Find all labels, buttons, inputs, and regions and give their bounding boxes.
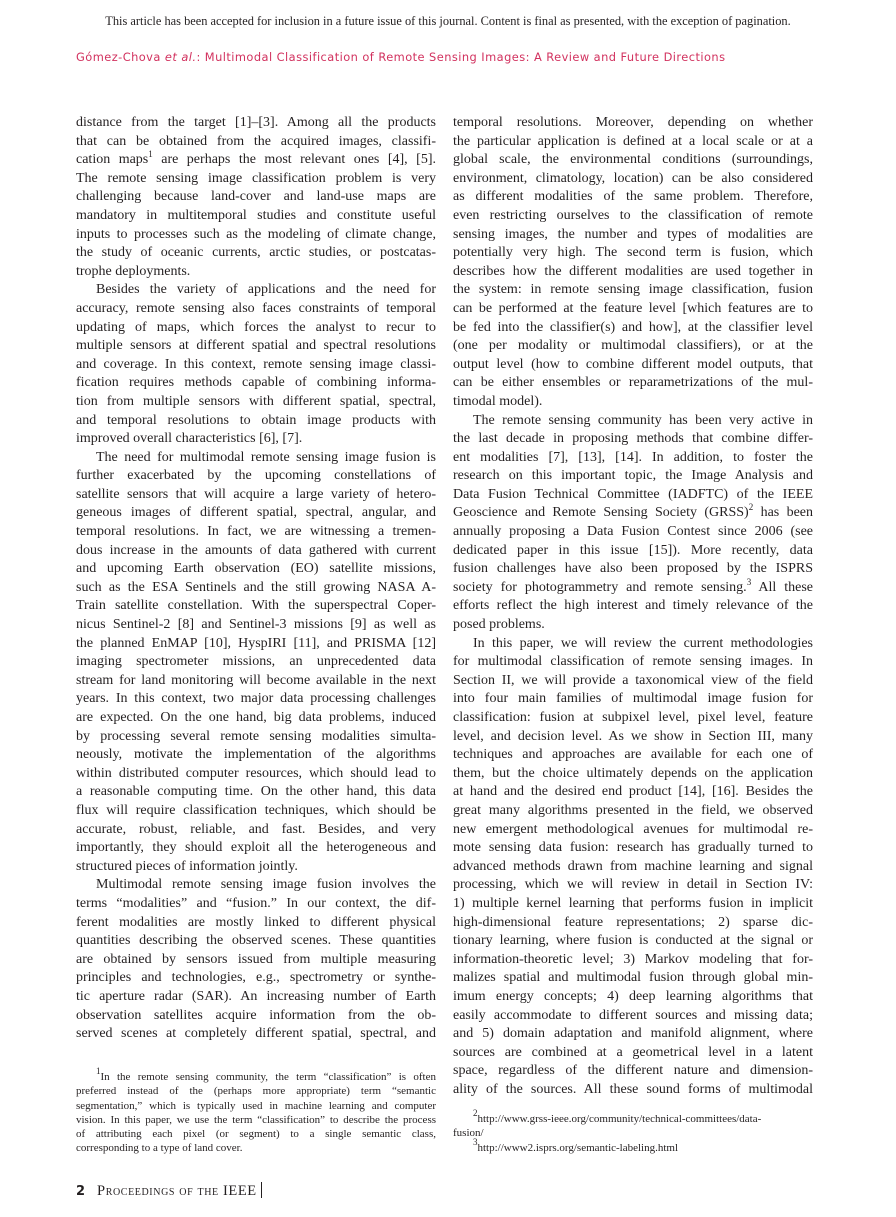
text-line: further exacerbated by the upcoming constellations of [76,468,436,484]
page-footer [76,1182,262,1200]
text-line: output level (how to combine different model outputs, that [453,356,813,372]
text-line: vision. In this paper, we use the term “classification” to describe the process [76,1113,436,1126]
text-line: can be either ensembles or reparametrizations of the mul- [453,375,813,391]
text-line: satellite sensors that will acquire a large variety of hetero- [76,486,436,502]
line-text: has been [753,505,814,521]
line-text: http://www2.isprs.org/semantic-labeling.html [477,1141,679,1154]
text-line: and coverage. In this context, remote sensing image classi- [76,356,436,372]
text-line: at hand and the desired end product [14], [16]. Besides the [453,784,813,800]
line-text: http://www.grss-ieee.org/community/technical-committees/data- [477,1113,762,1125]
text-line: potentially very high. The second term is fusion, which [453,245,813,261]
text-line: accuracy, remote sensing also faces constraints of temporal [76,300,436,316]
text-line: even restricting ourselves to the classification of remote [453,207,813,223]
text-line: stream for land monitoring will become available in the next [76,672,436,688]
journal-name: Proceedings of the IEEE [97,1183,257,1199]
text-line: years. In this context, two major data processing challenges [76,691,436,707]
acceptance-notice: This article has been accepted for inclusion in a future issue of this journal. Content is final as presented, with the exception of pagination. [105,14,791,28]
text-line: temporal resolutions. Moreover, depending on whether [453,115,813,130]
footnote-marker: 3 [473,1136,478,1147]
text-line: Data Fusion Technical Committee (IADFTC) of the IEEE [453,486,813,502]
running-head [76,50,725,64]
text-line: updating of maps, which forces the analyst to recur to [76,319,436,335]
text-line: level, and decision level. As we show in Section III, many [453,728,813,744]
paragraph [76,281,436,448]
text-line: timodal model). [453,393,543,409]
text-line: as different modalities of the same problem. Therefore, [453,189,813,205]
text-line: segmentation,” which is typically used in machine learning and computer [76,1099,436,1112]
page-number: 2 [76,1184,86,1199]
footnote-marker: 1 [96,1066,101,1076]
text-line: improved overall characteristics [6], [7]. [76,431,303,447]
text-line: space, regardless of the different nature and dimension- [453,1063,813,1079]
line-text: society for photogrammetry and remote sensing. [453,579,747,595]
text-line: multiple sensors at different spatial and spectral resolutions [76,338,436,354]
paragraph [76,876,436,1043]
text-line: such as the ESA Sentinels and the still growing NASA A- [76,579,436,595]
text-line: corresponding to a type of land cover. [76,1142,243,1155]
text-line: imum energy concepts; 4) deep learning algorithms that [453,988,813,1004]
text-line [453,1136,813,1155]
text-line: mote sensing data fusion: research has gradually turned to [453,840,813,856]
line-text: cation maps [76,152,149,168]
footnote-marker: 1 [148,149,153,160]
text-line: classification: fusion at subpixel level, pixel level, feature [453,710,813,725]
text-line: ferent modalities are mostly linked to different physical [76,914,436,930]
paragraph [76,449,436,877]
text-line: accurate, robust, reliable, and fast. Besides, and very [76,821,436,837]
footnotes-left [76,1066,436,1156]
text-line: within distributed computer resources, which should lead to [76,765,436,781]
paragraph [453,114,813,412]
text-line: describes how the different modalities are used together in [453,263,813,279]
footnotes-right [453,1108,813,1155]
text-line: of attributing each pixel (or segment) to a single semantic class, [76,1128,436,1141]
text-line: fusion challenges have also been proposed by the ISPRS [453,561,813,577]
text-line: the study of oceanic currents, arctic studies, or postcatas- [76,245,436,261]
text-line: easily accommodate to different sources and missing data; [453,1007,813,1023]
text-line: the system: in remote sensing image classification, fusion [453,282,813,298]
text-line: principles and technologies, e.g., spectrometry or synthe- [76,970,436,986]
text-line: into four main families of multimodal image fusion for [453,691,813,707]
text-line: the planned EnMAP [10], HyspIRI [11], and PRISMA [12] [76,635,436,651]
paragraph [453,412,813,635]
running-head-etal: et al. [164,50,197,64]
text-line: a reasonable computing time. On the other hand, this data [76,784,436,800]
text-line: challenging because land-cover and land-use maps are [76,189,436,205]
right-column [453,114,813,1099]
text-line: trophe deployments. [76,263,191,279]
text-line: new emergent methodological avenues for multimodal re- [453,821,813,837]
text-line: can be performed at the feature level [which features are to [453,300,813,316]
text-line: fication requires methods capable of combining informa- [76,375,436,391]
running-head-title: : Multimodal Classification of Remote Sensing Images: A Review and Future Directions [196,50,726,64]
text-line: advanced methods drawn from machine learning and signal [453,858,813,874]
text-line [453,504,813,523]
text-line: information-theoretic level; 3) Markov modeling that for- [453,951,813,967]
text-line: distance from the target [1]–[3]. Among all the products [76,115,436,130]
paragraph [76,1066,436,1156]
paragraph [76,114,436,281]
text-line: imaging spectrometer missions, an unprecedented data [76,654,436,670]
text-line: tionary learning, where fusion is conducted at the signal or [453,933,813,949]
text-line: tic aperture radar (SAR). An increasing number of Earth [76,988,436,1004]
text-line: The remote sensing community has been very active in [473,412,813,428]
text-line: 1) multiple kernel learning that performs fusion in implicit [453,895,813,911]
text-line: nicus Sentinel-2 [8] and Sentinel-3 missions [9] as well as [76,617,436,633]
paragraph [453,1136,813,1155]
text-line: Besides the variety of applications and the need for [96,282,436,298]
text-line: sources are combined at a geometrical level in a latent [453,1044,813,1060]
text-line: terms “modalities” and “fusion.” In our context, the dif- [76,895,436,911]
text-line: are obtained by sensors issued from multiple measuring [76,951,436,967]
text-line: flux will require classification techniques, which should be [76,802,436,818]
text-line [453,576,813,598]
text-line: preferred instead of the (perhaps more appropriate) term “semantic [76,1085,436,1098]
text-line: dous increase in the amounts of data gathered with current [76,542,436,558]
text-line: and 5) domain adaptation and manifold alignment, where [453,1026,813,1042]
text-line: research on this important topic, the Image Analysis and [453,468,813,484]
text-line: Section II, we will provide a taxonomical view of the field [453,672,813,688]
text-line: structured pieces of information jointly. [76,858,298,874]
text-line: the last decade in proposing methods that combine differ- [453,431,813,447]
text-line [76,1066,436,1084]
text-line: and upcoming Earth observation (EO) satellite missions, [76,561,436,577]
text-line: processing, which we will review in detail in Section IV: [453,877,813,893]
text-line: dedicated paper in this issue [15]). More recently, data [453,542,813,558]
text-line: fusion/ [453,1127,484,1140]
text-line: annually proposing a Data Fusion Contest since 2006 (see [453,524,813,540]
text-line: served scenes at completely different spatial, spectral, and [76,1026,436,1042]
text-line: malizes spatial and multimodal fusion through global min- [453,970,813,986]
footer-divider [261,1182,262,1198]
text-line [453,1108,813,1126]
text-line: geneous images of different spatial, spectral, angular, and [76,505,436,521]
text-line: for multimodal classification of remote sensing images. In [453,654,813,670]
text-line: be fed into the classifier(s) and how], at the classifier level [453,319,813,335]
text-line: temporal resolutions. In fact, we are witnessing a tremen- [76,524,436,540]
text-line: efforts reflect the high interest and timely relevance of the [453,598,813,614]
text-line [76,151,436,170]
footnote-marker: 2 [473,1108,478,1118]
text-line: the particular application is defined at a local scale or at a [453,133,813,149]
line-text: Geoscience and Remote Sensing Society (GRSS) [453,505,749,521]
text-line: (one per modality or multimodal classifiers), or at the [453,338,813,354]
text-line: tion from multiple sensors with different spatial, spectral, [76,393,436,409]
text-line: environment, climatology, location) can be also considered [453,170,813,186]
text-line: sensing images, the number and types of modalities are [453,226,813,242]
text-line: ality of the sources. All these sound forms of multimodal [453,1081,813,1097]
text-line: Multimodal remote sensing image fusion involves the [96,877,436,893]
text-line: posed problems. [453,617,545,633]
text-line: In this paper, we will review the current methodologies [473,635,813,651]
footnote-marker: 2 [748,502,754,513]
text-line: The need for multimodal remote sensing image fusion is [96,449,436,465]
line-text: In the remote sensing community, the term “classification” is often [100,1071,436,1083]
text-line: importantly, they should exploit all the heterogeneous and [76,840,436,856]
footnote-marker: 3 [746,576,752,587]
text-line: mandatory in multitemporal studies and constitute useful [76,207,436,223]
text-line: ent modalities [7], [13], [14]. In addition, to foster the [453,449,813,465]
text-line: them, but the choice ultimately depends on the application [453,765,813,781]
text-line: and temporal resolutions to obtain image products with [76,412,436,428]
text-line: high-dimensional feature representations; 2) sparse dic- [453,914,813,930]
paragraph [453,635,813,1100]
running-head-authors: Gómez-Chova [76,50,165,64]
text-line: observation satellites acquire information from the ob- [76,1007,436,1023]
text-line: Train satellite constellation. With the superspectral Coper- [76,598,436,614]
text-line: that can be obtained from the acquired images, classifi- [76,133,436,149]
text-line: global scale, the environmental conditions (surroundings, [453,152,813,168]
left-column [76,114,436,1044]
line-text: are perhaps the most relevant ones [4], [5]. [152,152,436,168]
text-line: inputs to processes such as the modeling of climate change, [76,226,436,242]
paragraph [453,1108,813,1141]
text-line: are expected. On the one hand, big data problems, induced [76,710,436,725]
text-line: great many algorithms presented in the field, we observed [453,802,813,818]
line-text: All these [751,579,813,595]
text-line: The remote sensing image classification problem is very [76,170,436,186]
text-line: by processing several remote sensing modalities simulta- [76,728,436,744]
text-line: neously, motivate the implementation of the algorithms [76,747,436,763]
text-line: quantities describing the observed scenes. These quantities [76,933,436,949]
text-line: techniques and approaches are available for each one of [453,747,813,763]
